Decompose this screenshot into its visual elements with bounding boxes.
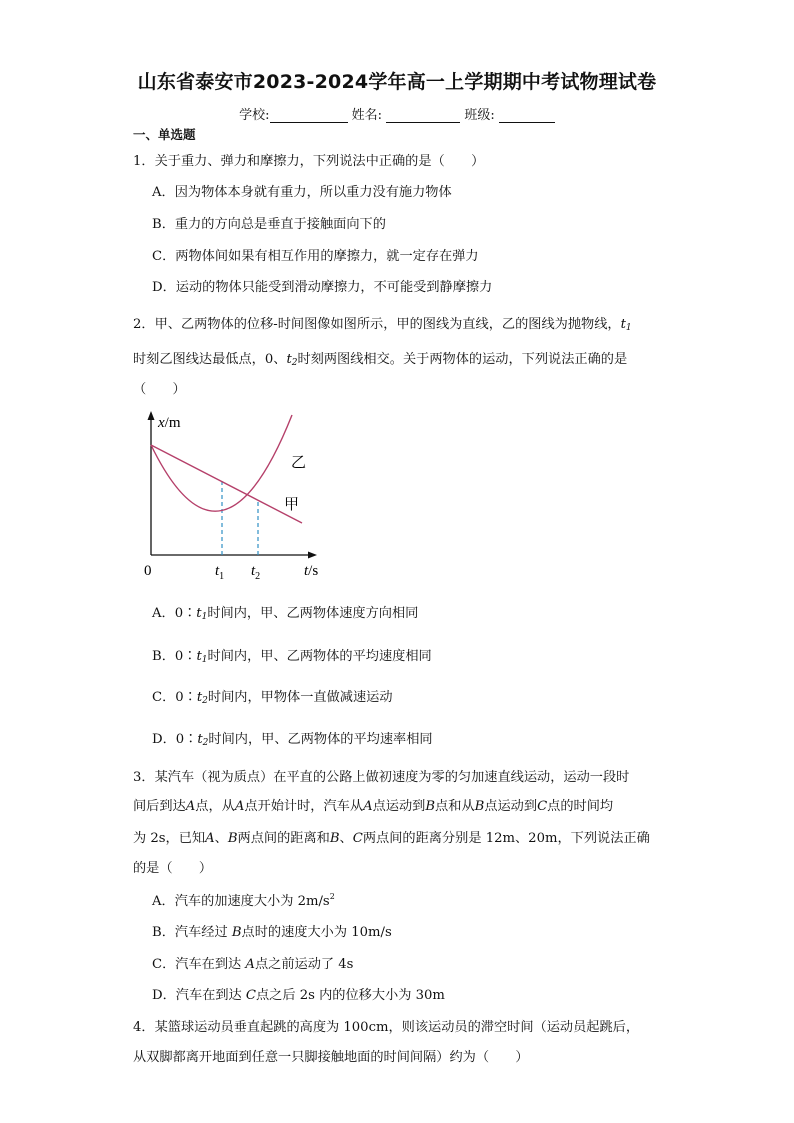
- q1-option-d[interactable]: D．运动的物体只能受到滑动摩擦力，不可能受到静摩擦力: [152, 280, 493, 295]
- q2-stem-sub2: 2: [291, 358, 298, 368]
- q2-stem-t: t: [620, 317, 626, 332]
- q1-option-a[interactable]: A．因为物体本身就有重力，所以重力没有施力物体: [152, 185, 452, 200]
- x-axis-arrow: [308, 552, 317, 559]
- q3-option-a[interactable]: A．汽车的加速度大小为 $2m/s^2$: [152, 892, 335, 909]
- x-axis-label: t/s: [304, 563, 319, 579]
- class-blank[interactable]: [499, 108, 555, 123]
- q3-option-d[interactable]: D．汽车在到达 C点之后 2s 内的位移大小为 30m: [152, 988, 445, 1003]
- t1-label: $t_1$: [215, 563, 225, 582]
- q4-stem-line1: 4．某篮球运动员垂直起跳的高度为 100cm，则该运动员的滞空时间（运动员起跳后，: [133, 1020, 640, 1035]
- q2-stem-text2a: 时刻乙图线达最低点，0、: [133, 352, 287, 367]
- q1-option-c[interactable]: C．两物体间如果有相互作用的摩擦力，就一定存在弹力: [152, 249, 479, 264]
- q3-option-c[interactable]: C．汽车在到达 A点之前运动了 4s: [152, 957, 354, 972]
- q2-option-a[interactable]: A．$0∶t_1$时间内，甲、乙两物体速度方向相同: [152, 606, 419, 622]
- q2-option-d[interactable]: D．$0∶t_2$时间内，甲、乙两物体的平均速率相同: [152, 732, 433, 748]
- name-blank[interactable]: [386, 108, 460, 123]
- school-label: 学校:: [239, 108, 270, 123]
- y-axis-label: x/m: [158, 415, 181, 431]
- label-jia: 甲: [284, 495, 300, 513]
- y-axis-arrow: [148, 411, 155, 420]
- label-yi: 乙: [291, 453, 307, 471]
- q2-stem-line2: [133, 348, 627, 368]
- t2-label: $t_2$: [251, 563, 261, 582]
- q2-stem-sub: 1: [625, 323, 632, 333]
- section-heading: 一、单选题: [133, 127, 196, 142]
- class-label: 班级:: [464, 108, 495, 123]
- q4-stem-line2: 从双脚都离开地面到任意一只脚接触地面的时间间隔）约为（ ）: [133, 1050, 529, 1065]
- q3-stem-line1: 3．某汽车（视为质点）在平直的公路上做初速度为零的匀加速直线运动，运动一段时: [133, 770, 630, 785]
- student-info-line: [0, 104, 794, 123]
- q3-stem-line3: 为 2s，已知A、B两点间的距离和B、C两点间的距离分别是 12m、20m，下列说法正确: [133, 831, 650, 846]
- q2-option-c[interactable]: C．$0∶t_2$时间内，甲物体一直做减速运动: [152, 690, 393, 706]
- q3-stem-line2: 间后到达A点，从A点开始计时，汽车从A点运动到B点和从B点运动到C点的时间均: [133, 799, 614, 814]
- q1-stem: 1．关于重力、弹力和摩擦力，下列说法中正确的是（ ）: [133, 154, 485, 169]
- q1-option-b[interactable]: B．重力的方向总是垂直于接触面向下的: [152, 217, 386, 232]
- exam-title: 山东省泰安市2023-2024学年高一上学期期中考试物理试卷: [137, 71, 657, 93]
- name-label: 姓名:: [351, 108, 383, 123]
- origin-label: 0: [144, 563, 152, 579]
- q3-stem-line4: 的是（ ）: [133, 861, 213, 876]
- q2-stem-t2: t: [286, 352, 292, 367]
- q2-stem-text1: 2．甲、乙两物体的位移-时间图像如图所示，甲的图线为直线，乙的图线为抛物线，: [133, 317, 621, 332]
- q2-option-b[interactable]: B．$0∶t_1$时间内，甲、乙两物体的平均速度相同: [152, 649, 432, 665]
- school-blank[interactable]: [270, 108, 348, 123]
- q3-option-b[interactable]: B．汽车经过 B点时的速度大小为 10m/s: [152, 925, 392, 940]
- q2-stem-line1: [133, 313, 632, 333]
- q2-stem-text2b: 时刻两图线相交。关于两物体的运动，下列说法正确的是: [297, 352, 628, 367]
- q2-stem-line3: （ ）: [133, 382, 186, 397]
- q2-xt-graph: [136, 405, 336, 585]
